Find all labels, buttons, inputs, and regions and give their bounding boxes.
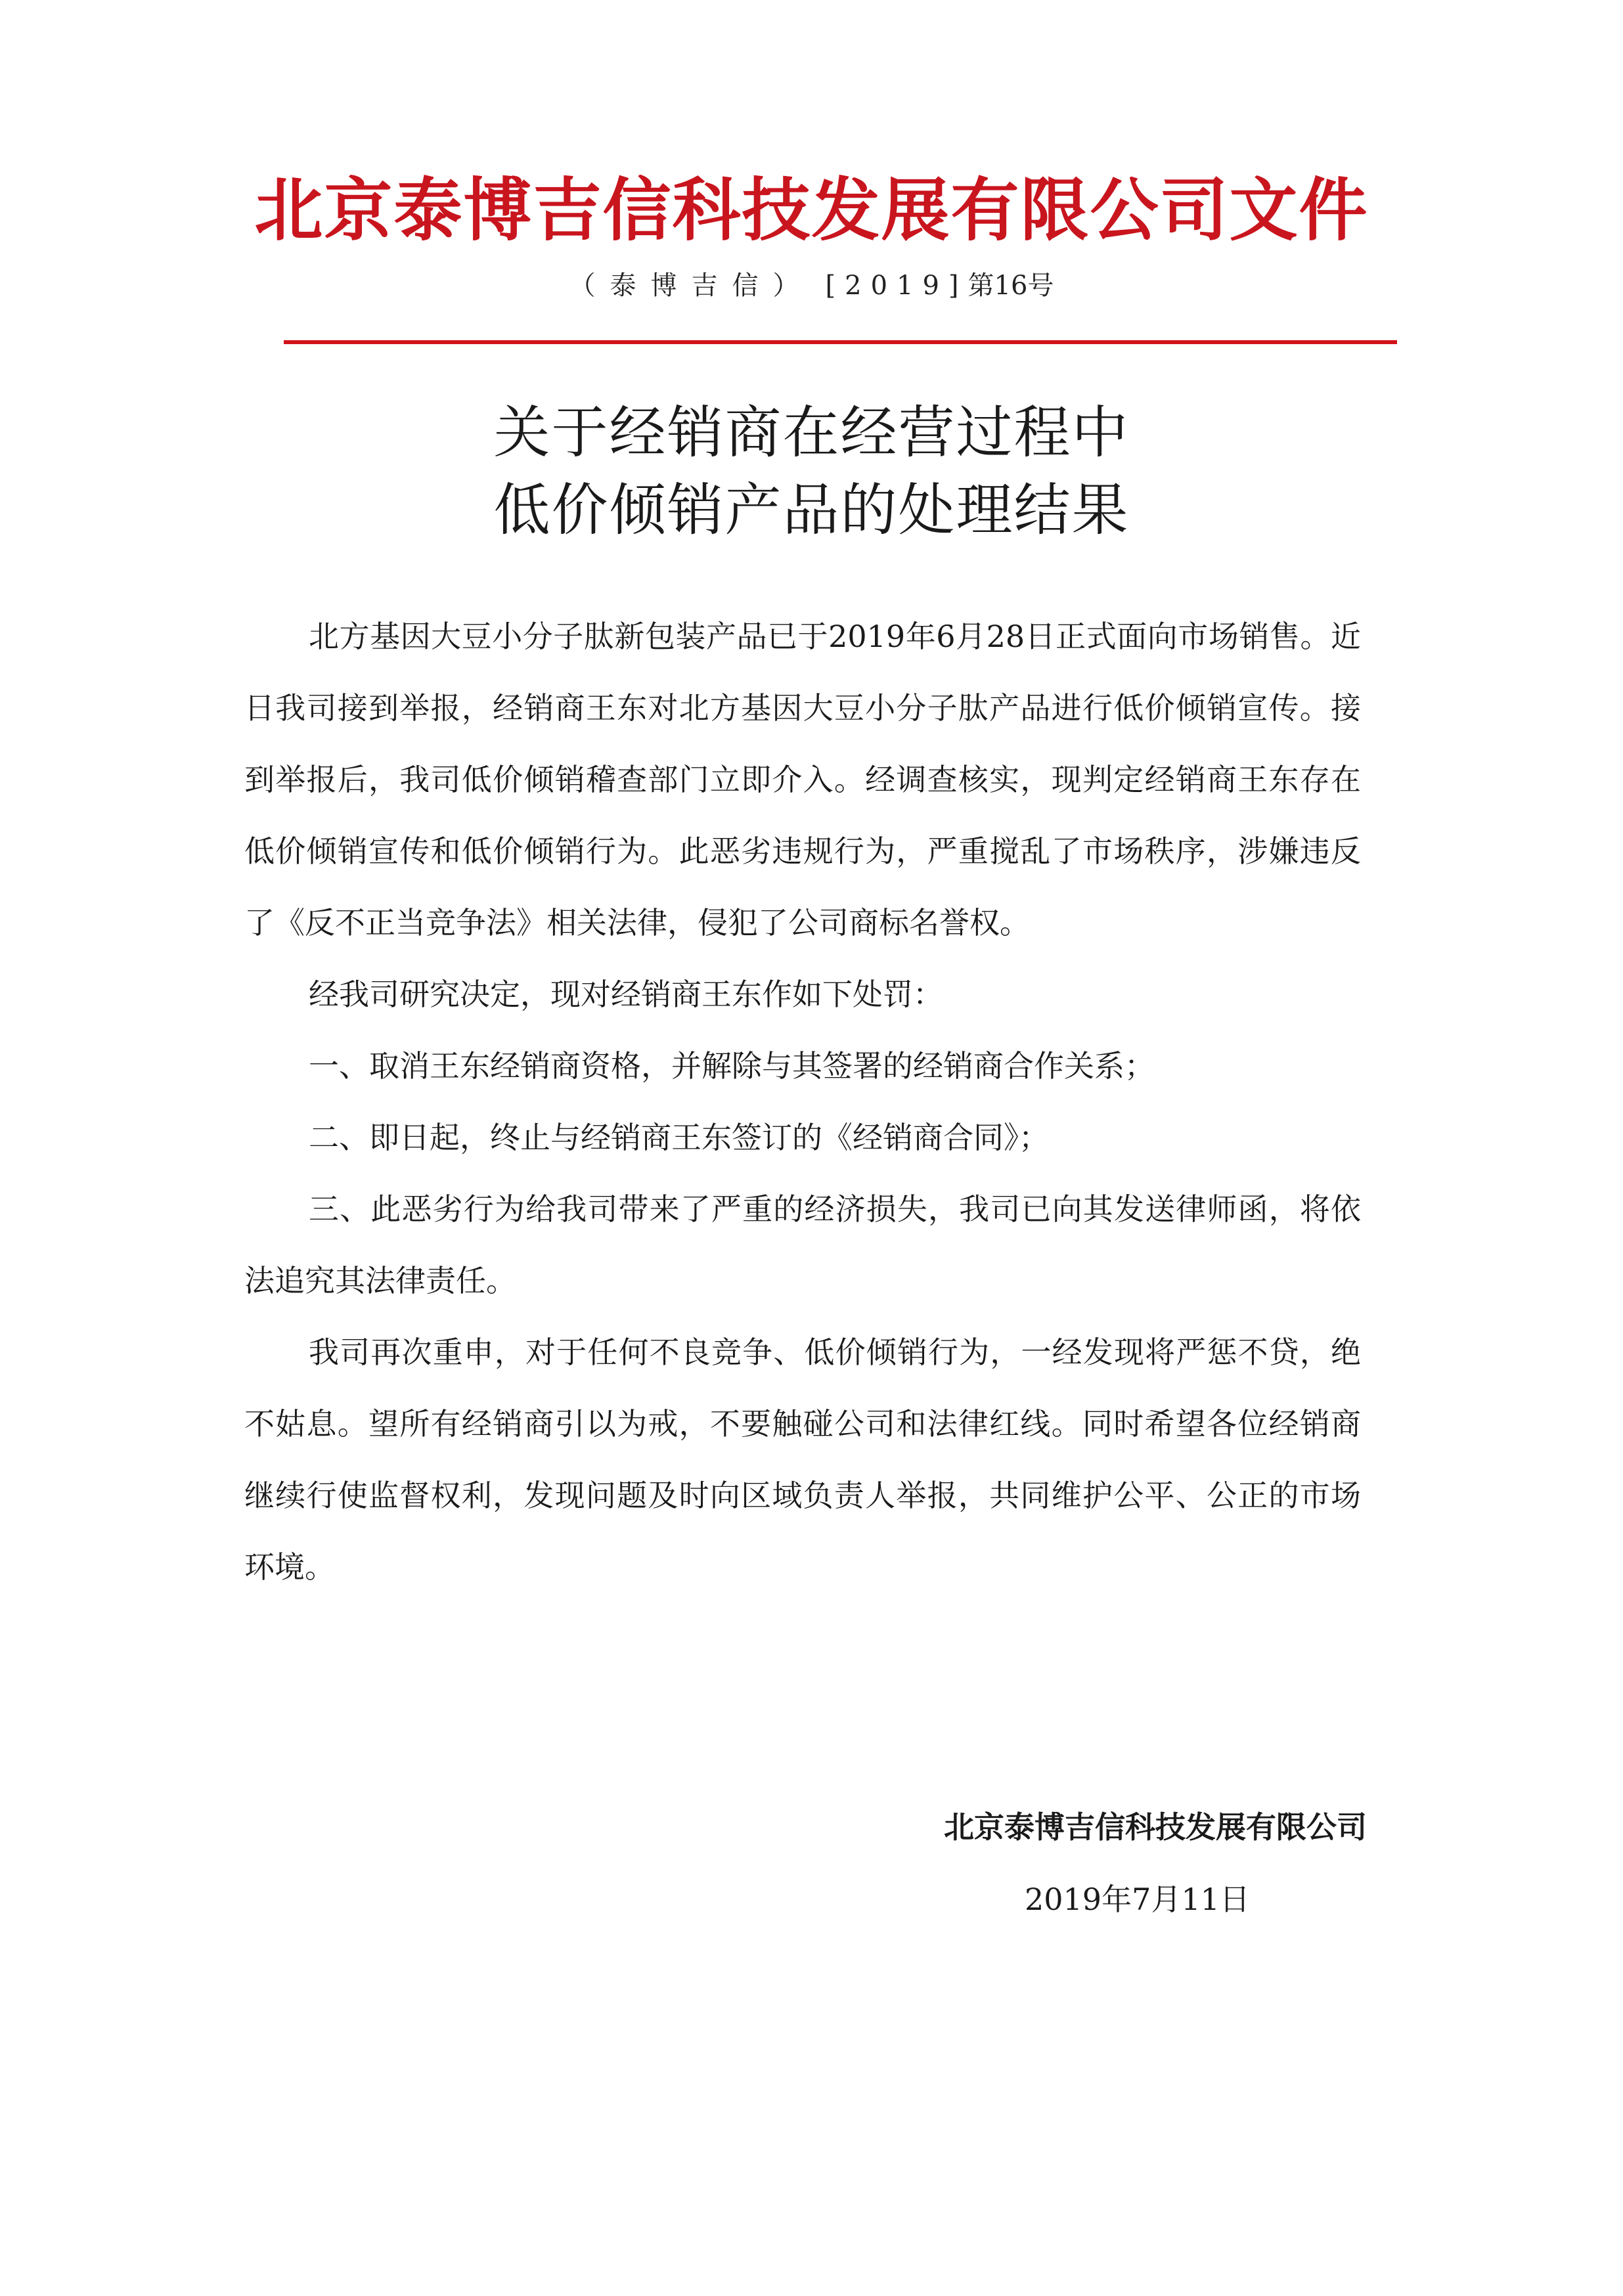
document-title-line-1: 关于经销商在经营过程中 xyxy=(493,400,1130,466)
document-title xyxy=(0,394,1623,549)
body-paragraph: 二、即日起，终止与经销商王东签订的《经销商合同》； xyxy=(309,1120,1049,1155)
body-paragraph: 三、此恶劣行为给我司带来了严重的经济损失，我司已向其发送律师函，将依法追究其法律责任。 xyxy=(244,1191,1361,1298)
document-number xyxy=(0,266,1623,305)
body-paragraph: 北方基因大豆小分子肽新包装产品已于2019年6月28日正式面向市场销售。近日我司接到举报，经销商王东对北方基因大豆小分子肽产品进行低价倾销宣传。接到举报后，我司低价倾销稽查部门立即介入。经调查核实，现判定经销商王东存在低价倾销宣传和低价倾销行为。此恶劣违规行为，严重搅乱了市场秩序，涉嫌违反了《反不正当竞争法》相关法律，侵犯了公司商标名誉权。 xyxy=(244,619,1361,940)
body-paragraph: 一、取消王东经销商资格，并解除与其签署的经销商合作关系； xyxy=(309,1048,1155,1084)
document-body xyxy=(244,601,1361,1603)
signature-date: 2019年7月11日 xyxy=(1025,1882,1250,1917)
document-org-abbrev: （泰博吉信） xyxy=(569,271,814,301)
body-paragraph: 经我司研究决定，现对经销商王东作如下处罚： xyxy=(309,977,943,1012)
body-paragraph: 我司再次重申，对于任何不良竞争、低价倾销行为，一经发现将严惩不贷，绝不姑息。望所有经销商引以为戒，不要触碰公司和法律红线。同时希望各位经销商继续行使监督权利，发现问题及时向区域负责人举报，共同维护公平、公正的市场环境。 xyxy=(244,1335,1361,1585)
company-file-title: 北京泰博吉信科技发展有限公司文件 xyxy=(254,169,1369,250)
red-divider-line xyxy=(284,340,1397,344)
document-year: [2019] xyxy=(825,271,968,301)
document-title-line-2: 低价倾销产品的处理结果 xyxy=(493,477,1130,543)
signature-company: 北京泰博吉信科技发展有限公司 xyxy=(944,1809,1367,1845)
document-serial: 第16号 xyxy=(967,271,1054,301)
